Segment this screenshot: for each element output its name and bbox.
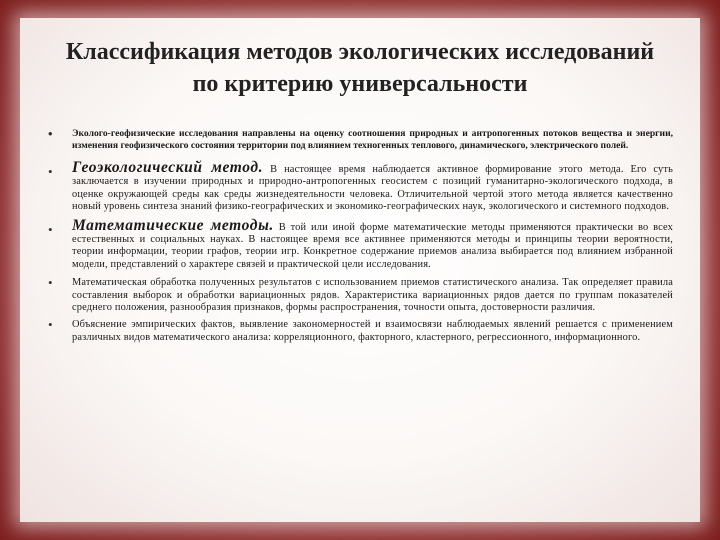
item-text: Эколого-геофизические исследования направлены на оценку соотношения природных и антропогенных потоков вещества и энергии, изменения геофизического состояния территории под влиянием техногенных теплового, динамического, электрического полей. [72,128,673,151]
bullet-icon: • [48,126,53,141]
list-item [48,319,673,344]
slide-title: Классификация методов экологических исследований по критерию универсальности [65,39,655,97]
bullet-icon: • [48,164,53,179]
bullet-icon: • [48,221,53,237]
list-item [48,159,673,214]
item-text: В настоящее время наблюдается активное формирование этого метода. Его суть заключается в изучении природных и природно-антропогенных геосистем с позиций гуманитарно-экологического подхода, в оценке окружающей среды как среды жизнедеятельности человека. Отличительной чертой этого метода является качественно новый уровень синтеза знаний физико-географических и экономико-географических наук, экологического и системного подходов. [72,164,673,213]
item-text: Математическая обработка полученных результатов с использованием приемов статистического анализа. Так определяет правила составления выборок и обработки вариационных рядов. Характеристика вариационных рядов дается по группам показателей среднего положения, разнообразия признаков, формы распространения, точности опыта, достоверности различия. [72,277,673,314]
list-item [48,128,673,152]
item-heading: Математические методы. [72,216,274,234]
item-text: Объяснение эмпирических фактов, выявление закономерностей и взаимосвязи наблюдаемых явлений решается с применением различных видов математического анализа: корреляционного, факторного, кластерного, регрессионного, информационного. [72,319,673,343]
bullet-icon: • [48,317,53,333]
slide [20,18,700,522]
item-text: В той или иной форме математические методы применяются практически во всех естественных и социальных науках. В настоящее время все активнее применяются методы и принципы теории вероятности, теории информации, теории графов, теории игр. Конкретное содержание приемов анализа выбирается под влиянием избранной модели, представлений о характере связей и практической цели исследования. [72,221,673,270]
list-item [48,216,673,272]
bullet-icon: • [48,275,53,291]
item-heading: Геоэкологический метод. [72,159,264,176]
list-item [48,277,673,314]
bullet-list [48,128,673,349]
